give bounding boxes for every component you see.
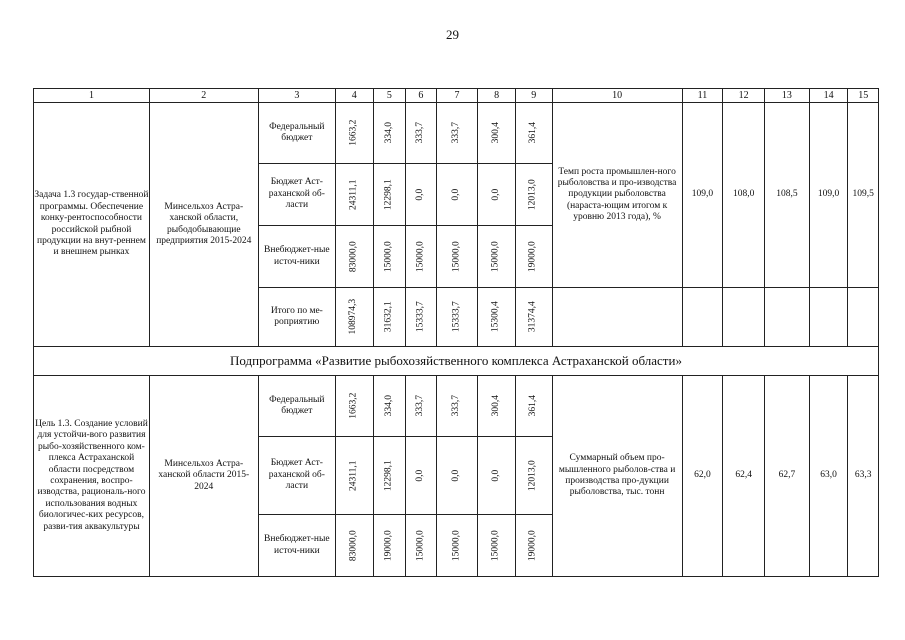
value-text: 334,0 [383,122,394,144]
header-cell: 9 [515,89,552,103]
value-cell [335,164,373,226]
value-cell [373,376,406,437]
empty-cell [552,288,682,347]
value-text: 108974,3 [348,299,359,335]
value-text: 1663,2 [348,119,359,147]
value-cell [373,515,406,577]
value-text: 15000,0 [415,241,426,272]
value-text: 19000,0 [528,241,539,272]
target-cell: 109,0 [809,103,848,288]
task-cell: Задача 1.3 государ-ственной программы. Обеспечение конку-рентоспособности российской рыбной продукции на внут-реннем и внешнем рынках [34,103,150,347]
header-cell: 11 [682,89,723,103]
value-text: 83000,0 [348,241,359,272]
value-text: 15000,0 [490,530,501,561]
value-cell [515,226,552,288]
value-text: 0,0 [451,188,462,201]
value-cell [478,103,516,164]
executor-cell: Минсельхоз Астра-ханской области 2015-2024 [149,376,258,577]
header-row [34,89,879,103]
value-text: 19000,0 [528,530,539,561]
header-cell: 6 [406,89,437,103]
header-cell: 3 [258,89,335,103]
executor-cell: Минсельхоз Астра-ханской области, рыбодобывающие предприятия 2015-2024 [149,103,258,347]
funding-source: Федеральный бюджет [258,376,335,437]
value-cell [335,437,373,515]
value-cell [515,103,552,164]
subprogram-row [34,347,879,376]
funding-source: Внебюджет-ные источ-ники [258,515,335,577]
header-cell: 10 [552,89,682,103]
value-text: 15333,7 [451,301,462,333]
value-text: 15333,7 [415,301,426,333]
empty-cell [723,288,765,347]
empty-cell [765,288,810,347]
value-cell [373,437,406,515]
target-cell: 108,0 [723,103,765,288]
value-cell [406,437,437,515]
page-number: 29 [446,27,459,42]
value-text: 24311,1 [348,460,359,491]
value-cell [478,164,516,226]
value-text: 15300,4 [490,301,501,333]
value-text: 333,7 [415,122,426,144]
empty-cell [809,288,848,347]
header-cell: 2 [149,89,258,103]
header-cell: 1 [34,89,150,103]
target-cell: 62,0 [682,376,723,577]
funding-source: Федеральный бюджет [258,103,335,164]
value-cell [335,226,373,288]
value-text: 0,0 [415,469,426,482]
value-text: 300,4 [490,395,501,417]
header-cell: 4 [335,89,373,103]
value-cell [436,437,478,515]
target-cell: 62,7 [765,376,810,577]
value-cell [515,437,552,515]
value-cell [335,376,373,437]
table-row [34,103,879,164]
value-text: 15000,0 [451,530,462,561]
value-text: 15000,0 [451,241,462,272]
value-cell [515,376,552,437]
value-cell [436,515,478,577]
header-cell: 15 [848,89,879,103]
value-text: 333,7 [451,395,462,417]
funding-source: Итого по ме-роприятию [258,288,335,347]
value-text: 24311,1 [348,179,359,210]
target-cell: 63,0 [809,376,848,577]
value-cell [478,437,516,515]
header-cell: 12 [723,89,765,103]
value-cell [515,515,552,577]
funding-source: Внебюджет-ные источ-ники [258,226,335,288]
indicator-cell: Суммарный объем про-мышленного рыболов-ства и производства про-дукции рыболовства, тыс. тонн [552,376,682,577]
target-cell: 109,5 [848,103,879,288]
value-text: 0,0 [490,188,501,201]
value-cell [515,164,552,226]
target-cell: 62,4 [723,376,765,577]
value-text: 0,0 [415,188,426,201]
value-text: 19000,0 [383,530,394,561]
header-cell: 14 [809,89,848,103]
value-text: 31374,4 [528,301,539,333]
header-cell: 7 [436,89,478,103]
value-cell [406,103,437,164]
value-text: 333,7 [451,122,462,144]
funding-source: Бюджет Аст-раханской об-ласти [258,164,335,226]
value-text: 12298,1 [383,460,394,491]
value-cell [335,288,373,347]
value-cell [436,164,478,226]
value-cell [373,288,406,347]
header-cell: 13 [765,89,810,103]
value-cell [406,164,437,226]
value-text: 15000,0 [490,241,501,272]
program-table [33,88,879,577]
subprogram-title: Подпрограмма «Развитие рыбохозяйственного комплекса Астраханской области» [34,347,879,376]
funding-source: Бюджет Аст-раханской об-ласти [258,437,335,515]
empty-cell [682,288,723,347]
value-text: 15000,0 [383,241,394,272]
value-cell [478,226,516,288]
value-cell [478,515,516,577]
target-cell: 109,0 [682,103,723,288]
value-text: 0,0 [451,469,462,482]
value-text: 361,4 [528,395,539,417]
value-text: 0,0 [490,469,501,482]
value-cell [335,103,373,164]
value-cell [436,103,478,164]
value-cell [406,288,437,347]
value-cell [478,376,516,437]
value-text: 300,4 [490,122,501,144]
value-cell [478,288,516,347]
value-text: 12013,0 [528,460,539,491]
value-text: 1663,2 [348,392,359,420]
value-text: 12298,1 [383,179,394,210]
goal-cell: Цель 1.3. Создание условий для устойчи-вого развития рыбо-хозяйственного ком-плекса Астраханской области посредством сохранения, воспро-изводства, рациональ-ного использования водных биологичес-ких ресурсов, разви-тия аквакультуры [34,376,150,577]
value-cell [515,288,552,347]
value-cell [436,288,478,347]
value-cell [436,226,478,288]
value-text: 31632,1 [383,301,394,333]
value-cell [373,164,406,226]
target-cell: 108,5 [765,103,810,288]
value-cell [406,515,437,577]
empty-cell [848,288,879,347]
indicator-cell: Темп роста промышлен-ного рыболовства и про-изводства продукции рыболовства (нараста-ющим итогом к уровню 2013 года), % [552,103,682,288]
value-text: 12013,0 [528,179,539,210]
value-text: 83000,0 [348,530,359,561]
value-cell [436,376,478,437]
value-text: 15000,0 [415,530,426,561]
table-row [34,376,879,437]
target-cell: 63,3 [848,376,879,577]
value-cell [373,103,406,164]
value-text: 333,7 [415,395,426,417]
value-cell [406,226,437,288]
value-cell [335,515,373,577]
value-cell [406,376,437,437]
value-text: 334,0 [383,395,394,417]
header-cell: 8 [478,89,516,103]
value-text: 361,4 [528,122,539,144]
header-cell: 5 [373,89,406,103]
value-cell [373,226,406,288]
